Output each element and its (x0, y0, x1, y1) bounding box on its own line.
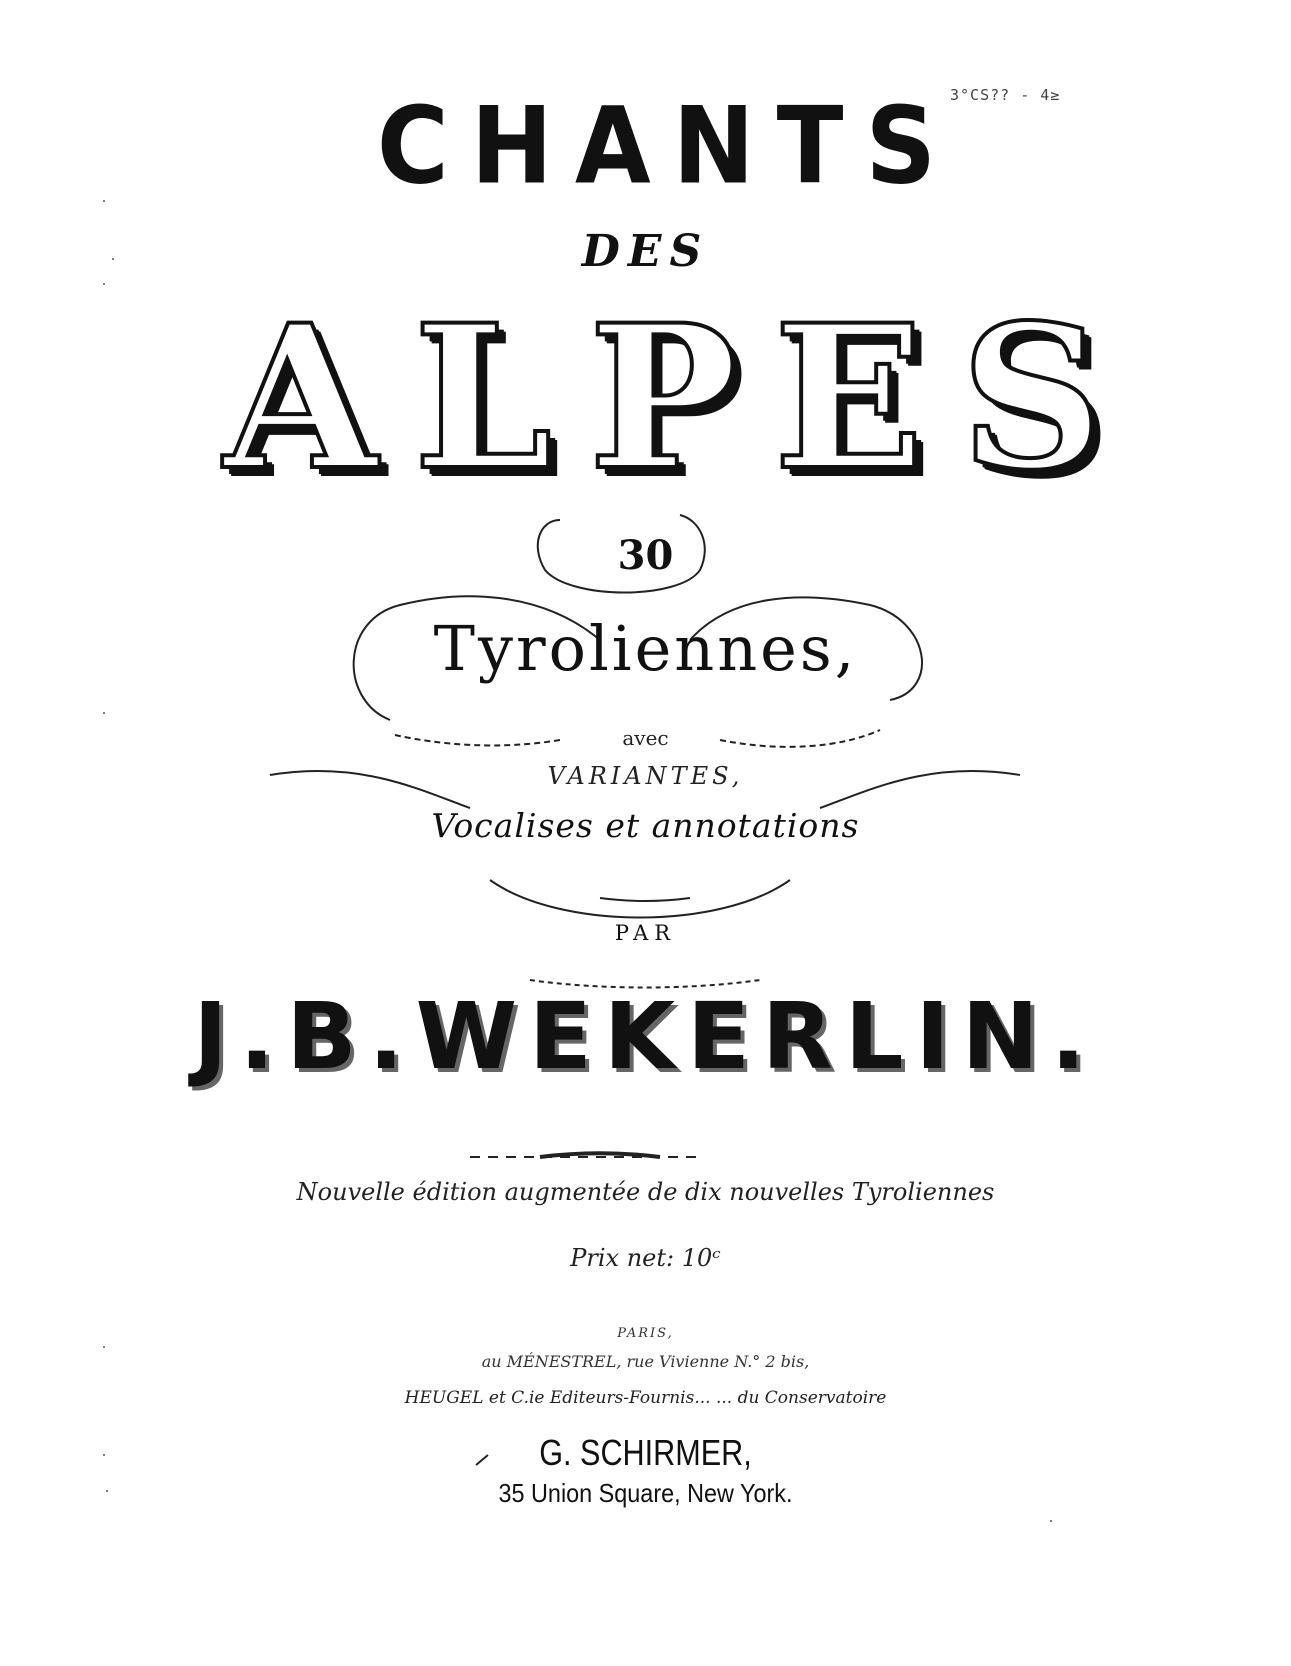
publisher-heugel: HEUGEL et C.ie Editeurs-Fournis... ... du Conservatoire (404, 1388, 887, 1408)
subtitle-vocalises: Vocalises et annotations (431, 806, 860, 845)
publisher-address: 35 Union Square, New York. (498, 1478, 793, 1508)
publisher-city: PARIS, (617, 1326, 674, 1341)
title-alpes: ALPES (223, 281, 1140, 514)
title-chants: CHANTS (376, 85, 959, 209)
catalog-mark: 3°CS?? - 4≥ (950, 86, 1061, 104)
edition-note: Nouvelle édition augmentée de dix nouvelles Tyroliennes (296, 1178, 995, 1206)
author-name: J.B.WEKERLIN. (193, 983, 1098, 1090)
subtitle-avec: avec (622, 726, 669, 750)
title-des: DES (581, 226, 710, 277)
subtitle-variantes: VARIANTES, (547, 762, 744, 790)
scan-speck (103, 283, 105, 285)
par-label: PAR (614, 921, 677, 945)
scan-speck (1050, 1520, 1052, 1522)
subtitle-tyroliennes: Tyroliennes, (433, 612, 858, 685)
scan-speck (103, 712, 105, 714)
tyroliennes-count: 30 (617, 532, 674, 579)
price: Prix net: 10ᶜ (570, 1244, 721, 1272)
scan-speck (103, 1346, 105, 1348)
publisher-menestrel: au MÉNESTREL, rue Vivienne N.° 2 bis, (481, 1352, 810, 1371)
publisher-schirmer: G. SCHIRMER, (539, 1432, 752, 1473)
